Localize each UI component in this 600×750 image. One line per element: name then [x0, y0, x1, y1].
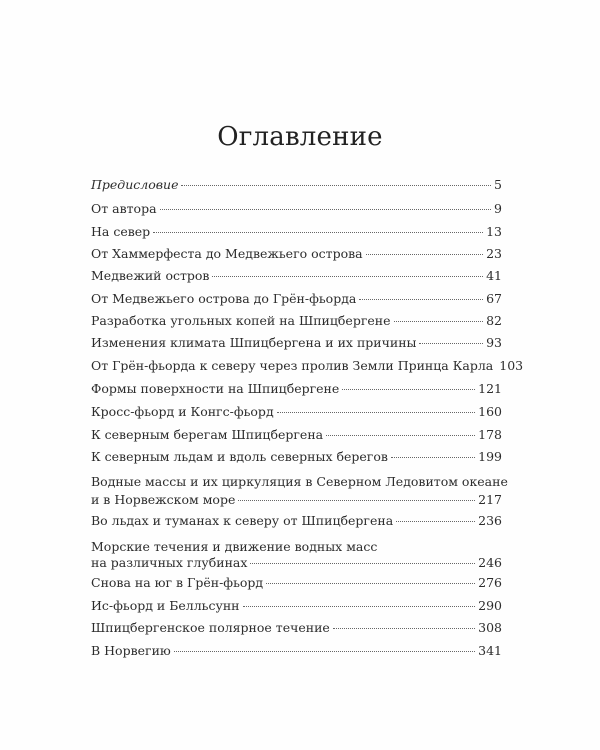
dot-leader [181, 184, 491, 186]
toc-entry-page: 41 [486, 268, 502, 283]
toc-entry [91, 598, 502, 613]
toc-entry [91, 177, 502, 192]
toc-entry [91, 358, 524, 373]
toc-entry-title: Формы поверхности на Шпицбергене [91, 381, 340, 396]
toc-entry [91, 404, 502, 419]
toc-entry-title-line1: Водные массы и их циркуляция в Северном Ледовитом океане [91, 474, 508, 489]
toc-entry-title: и в Норвежском море [91, 492, 236, 507]
toc-entry-page: 341 [478, 643, 502, 658]
toc-entry-title: В Норвегию [91, 643, 171, 658]
toc-entry-page: 23 [486, 246, 502, 261]
toc-entry-title: От автора [91, 201, 157, 216]
dot-leader [250, 562, 475, 564]
toc-entry-title: Изменения климата Шпицбергена и их причины [91, 335, 417, 350]
toc-entry [91, 381, 502, 396]
toc-entry-title: Кросс-фьорд и Конгс-фьорд [91, 404, 274, 419]
toc-entry [91, 201, 502, 216]
toc-entry [91, 335, 502, 350]
dot-leader [160, 208, 492, 210]
toc-entry-page: 13 [486, 224, 502, 239]
toc-entry-title: К северным берегам Шпицбергена [91, 427, 324, 442]
toc-entry-page: 93 [486, 335, 502, 350]
dot-leader [333, 627, 475, 629]
dot-leader [419, 342, 483, 344]
toc-entry-title: От Хаммерфеста до Медвежьего острова [91, 246, 363, 261]
dot-leader [266, 582, 475, 584]
toc-entry [91, 513, 502, 528]
dot-leader [174, 650, 475, 652]
toc-entry [91, 539, 502, 570]
dot-leader [243, 605, 476, 607]
toc-entry-page: 67 [486, 291, 502, 306]
page-title: Оглавление [217, 122, 383, 152]
dot-leader [277, 411, 476, 413]
toc-entry-title: На север [91, 224, 151, 239]
toc-entry [91, 575, 502, 590]
toc-entry-page: 82 [486, 313, 502, 328]
toc-entry-page: 276 [478, 575, 502, 590]
toc-entry-page: 5 [494, 177, 502, 192]
toc-entry-page: 178 [478, 427, 502, 442]
toc-entry-page: 199 [478, 449, 502, 464]
toc-entry [91, 620, 502, 635]
toc-entry [91, 643, 502, 658]
toc-entry-page: 290 [478, 598, 502, 613]
toc-entry-title: Во льдах и туманах к северу от Шпицбергена [91, 513, 394, 528]
toc-entry-page: 236 [478, 513, 502, 528]
toc-entry [91, 268, 502, 283]
toc-entry [91, 291, 502, 306]
toc-entry-title-line1: Морские течения и движение водных масс [91, 539, 378, 554]
dot-leader [366, 253, 484, 255]
toc-entry-title: на различных глубинах [91, 555, 248, 570]
toc-entry-title: Ис-фьорд и Белльсунн [91, 598, 240, 613]
toc-entry [91, 427, 502, 442]
toc-entry-title: Предисловие [91, 177, 179, 192]
toc-entry-page: 103 [499, 358, 524, 373]
toc-entry-title: Шпицбергенское полярное течение [91, 620, 330, 635]
toc-entry-page: 217 [478, 492, 502, 507]
toc-entry-title: К северным льдам и вдоль северных берегов [91, 449, 388, 464]
toc-entry-page: 121 [478, 381, 502, 396]
dot-leader [153, 231, 483, 233]
toc-entry-page: 160 [478, 404, 502, 419]
dot-leader [212, 275, 483, 277]
toc-entry [91, 224, 502, 239]
toc-entry-title: От Медвежьего острова до Грён-фьорда [91, 291, 357, 306]
dot-leader [326, 434, 475, 436]
dot-leader [391, 456, 475, 458]
toc-entry-page: 9 [494, 201, 502, 216]
dot-leader [396, 520, 475, 522]
dot-leader [359, 298, 483, 300]
toc-entry-title: Медвежий остров [91, 268, 210, 283]
toc-entry [91, 449, 502, 464]
toc-entry-title: Разработка угольных копей на Шпицбергене [91, 313, 391, 328]
toc-entry-title: Снова на юг в Грён-фьорд [91, 575, 264, 590]
toc-entry-page: 308 [478, 620, 502, 635]
toc-entry-title: От Грён-фьорда к северу через пролив Земли Принца Карла [91, 358, 494, 373]
dot-leader [342, 388, 475, 390]
toc-entry [91, 313, 502, 328]
toc-entry [91, 246, 502, 261]
toc-entry [91, 474, 508, 507]
dot-leader [238, 499, 475, 501]
toc-entry-page: 246 [478, 555, 502, 570]
dot-leader [394, 320, 484, 322]
